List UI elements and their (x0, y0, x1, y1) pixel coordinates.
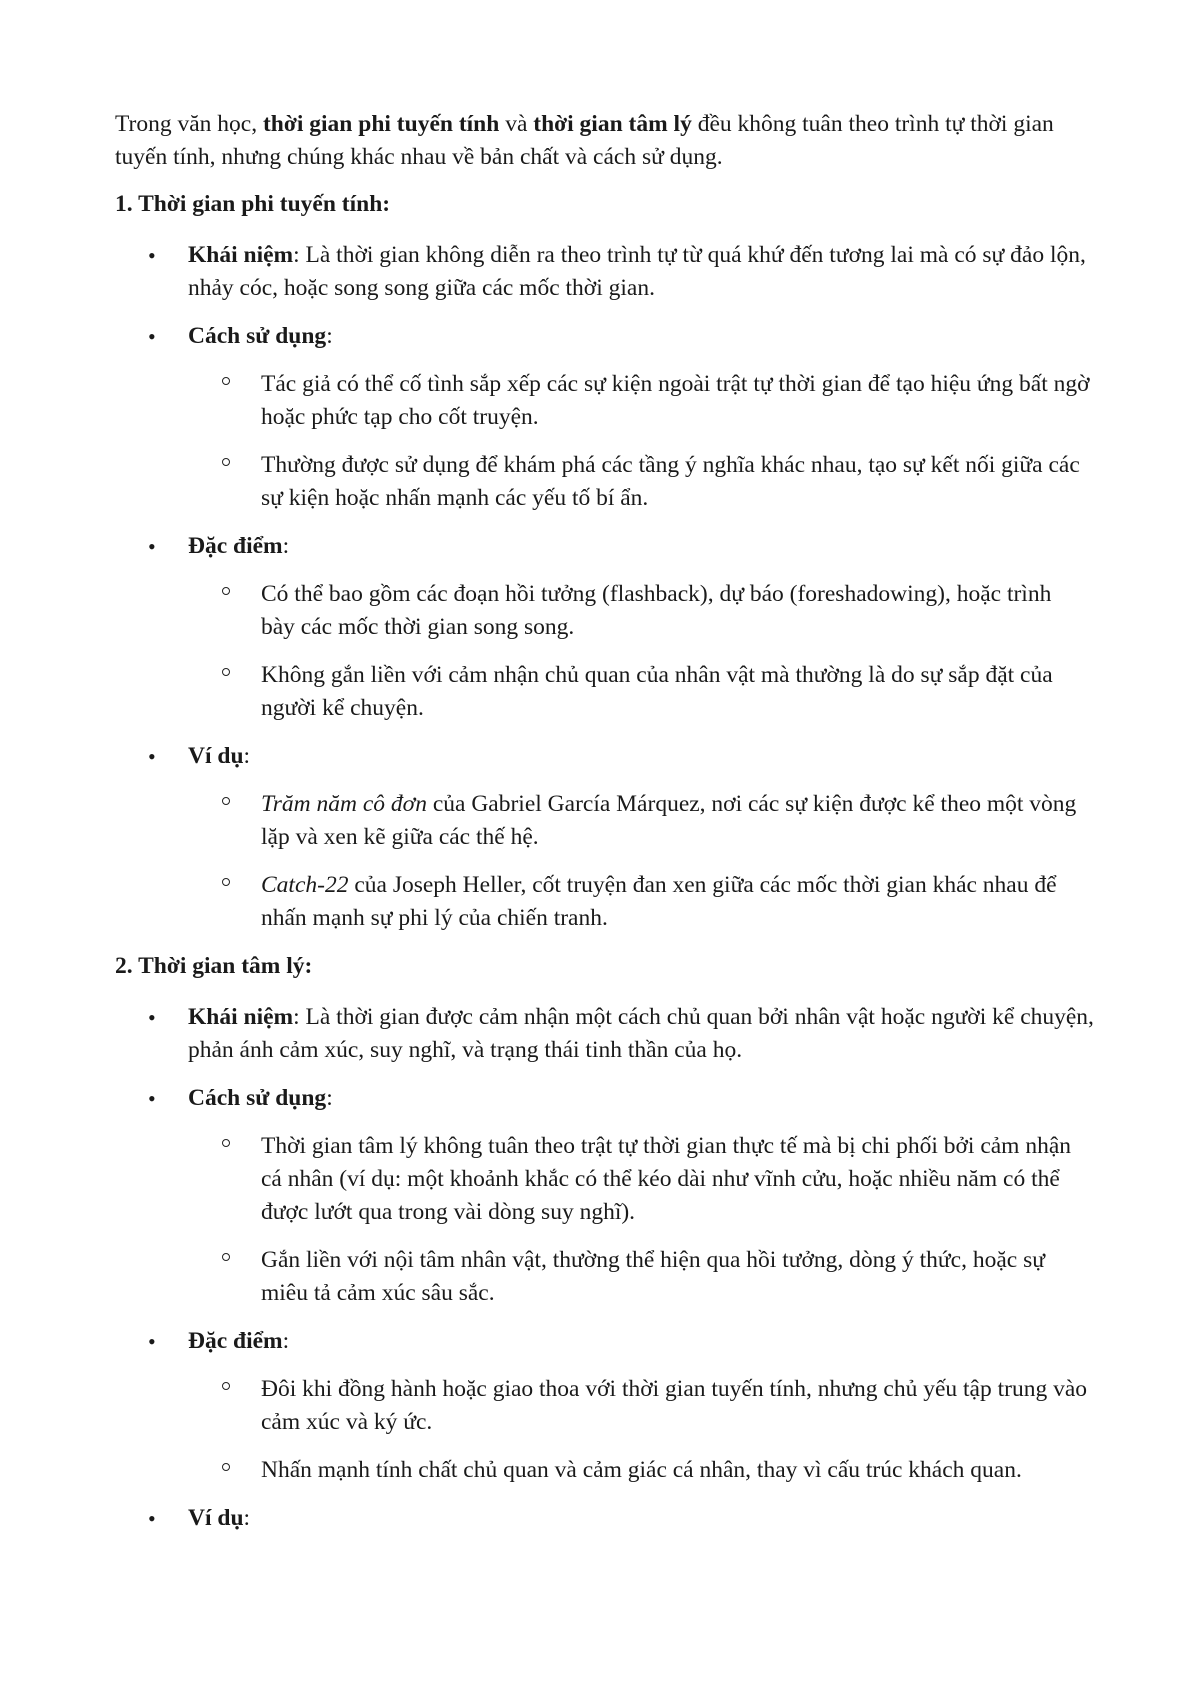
sublist-item (188, 449, 1091, 515)
examples-label: Ví dụ (188, 743, 244, 769)
intro-text-2: và (499, 111, 534, 137)
sublist-item (188, 368, 1091, 434)
usage-colon: : (326, 323, 333, 349)
bullet-icon: • (148, 744, 156, 769)
sublist-item (188, 1373, 1091, 1439)
features-label: Đặc điểm (188, 533, 283, 559)
bullet-icon: • (148, 1086, 156, 1111)
list-item-usage (115, 1082, 1108, 1310)
examples-colon: : (243, 1505, 251, 1531)
intro-bold-term-1: thời gian phi tuyến tính (262, 111, 500, 137)
sublist-item-text: Gắn liền với nội tâm nhân vật, thường thể hiện qua hồi tưởng, dòng ý thức, hoặc sự miêu tả cảm xúc sâu sắc. (261, 1247, 1045, 1306)
sublist-item-text: Nhấn mạnh tính chất chủ quan và cảm giác cá nhân, thay vì cấu trúc khách quan. (261, 1457, 1022, 1483)
section-2-heading: 2. Thời gian tâm lý: (115, 953, 313, 979)
list-item-concept (115, 239, 1108, 305)
intro-text-3: đều không tuân theo trình tự thời gian tuyến tính, nhưng chúng khác nhau về bản chất và cách sử dụng. (115, 111, 1054, 170)
usage-label: Cách sử dụng (188, 1085, 327, 1111)
usage-sublist (188, 1130, 1108, 1310)
intro-text-1: Trong văn học, (115, 111, 263, 137)
bullet-icon: • (148, 534, 156, 559)
usage-sublist (188, 368, 1108, 515)
list-item-features (115, 1325, 1108, 1487)
circle-bullet-icon (222, 587, 230, 595)
concept-text: : Là thời gian được cảm nhận một cách chủ quan bởi nhân vật hoặc người kể chuyện, phản ánh cảm xúc, suy nghĩ, và trạng thái tinh thần của họ. (188, 1004, 1094, 1063)
example-book-title: Catch-22 (261, 872, 349, 898)
bullet-icon: • (148, 1506, 156, 1531)
examples-label: Ví dụ (188, 1505, 244, 1531)
circle-bullet-icon (222, 797, 230, 805)
sublist-item-text: Thời gian tâm lý không tuân theo trật tự thời gian thực tế mà bị chi phối bởi cảm nhận cá nhân (ví dụ: một khoảnh khắc có thể kéo dài như vĩnh cửu, hoặc nhiều năm có thể được lướt qua trong vài dòng suy nghĩ). (261, 1133, 1072, 1225)
sublist-item (188, 659, 1091, 725)
concept-label: Khái niệm (188, 1004, 294, 1030)
circle-bullet-icon (222, 377, 230, 385)
example-text: của Joseph Heller, cốt truyện đan xen giữa các mốc thời gian khác nhau để nhấn mạnh sự phi lý của chiến tranh. (261, 872, 1057, 931)
list-item-examples (115, 740, 1108, 935)
list-item-features (115, 530, 1108, 725)
intro-bold-term-2: thời gian tâm lý (533, 111, 692, 137)
list-item-examples (115, 1502, 1108, 1535)
circle-bullet-icon (222, 878, 230, 886)
sublist-item-text: Không gắn liền với cảm nhận chủ quan của nhân vật mà thường là do sự sắp đặt của người kể chuyện. (261, 662, 1053, 721)
circle-bullet-icon (222, 668, 230, 676)
concept-text: : Là thời gian không diễn ra theo trình tự từ quá khứ đến tương lai mà có sự đảo lộn, nhảy cóc, hoặc song song giữa các mốc thời gian. (188, 242, 1086, 301)
sublist-item (188, 578, 1091, 644)
sublist-item-text: Tác giả có thể cố tình sắp xếp các sự kiện ngoài trật tự thời gian để tạo hiệu ứng bất ngờ hoặc phức tạp cho cốt truyện. (261, 371, 1090, 430)
examples-sublist (188, 788, 1108, 935)
examples-colon: : (243, 743, 251, 769)
section-1-list (115, 239, 1100, 935)
usage-label: Cách sử dụng (188, 323, 327, 349)
features-sublist (188, 1373, 1108, 1487)
features-sublist (188, 578, 1108, 725)
circle-bullet-icon (222, 1463, 230, 1471)
bullet-icon: • (148, 1005, 156, 1030)
circle-bullet-icon (222, 1382, 230, 1390)
features-label: Đặc điểm (188, 1328, 283, 1354)
section-1-heading: 1. Thời gian phi tuyến tính: (115, 191, 391, 217)
bullet-icon: • (148, 324, 156, 349)
circle-bullet-icon (222, 1253, 230, 1261)
sublist-item (188, 1454, 1091, 1487)
sublist-item (188, 1244, 1091, 1310)
list-item-concept (115, 1001, 1108, 1067)
bullet-icon: • (148, 243, 156, 268)
sublist-item-text: Thường được sử dụng để khám phá các tầng ý nghĩa khác nhau, tạo sự kết nối giữa các sự kiện hoặc nhấn mạnh các yếu tố bí ẩn. (261, 452, 1080, 511)
example-text: của Gabriel García Márquez, nơi các sự kiện được kể theo một vòng lặp và xen kẽ giữa các thế hệ. (261, 791, 1077, 850)
sublist-item (188, 1130, 1091, 1229)
sublist-item-text: Đôi khi đồng hành hoặc giao thoa với thời gian tuyến tính, nhưng chủ yếu tập trung vào cảm xúc và ký ức. (261, 1376, 1087, 1435)
features-colon: : (282, 533, 290, 559)
bullet-icon: • (148, 1329, 156, 1354)
circle-bullet-icon (222, 458, 230, 466)
circle-bullet-icon (222, 1139, 230, 1147)
intro-paragraph (115, 108, 1075, 174)
sublist-item (188, 788, 1091, 854)
list-item-usage (115, 320, 1108, 515)
sublist-item-text: Có thể bao gồm các đoạn hồi tưởng (flashback), dự báo (foreshadowing), hoặc trình bày các mốc thời gian song song. (261, 581, 1052, 640)
sublist-item (188, 869, 1091, 935)
usage-colon: : (326, 1085, 333, 1111)
example-book-title: Trăm năm cô đơn (261, 791, 427, 817)
section-2-list (115, 1001, 1100, 1535)
concept-label: Khái niệm (188, 242, 294, 268)
features-colon: : (282, 1328, 290, 1354)
